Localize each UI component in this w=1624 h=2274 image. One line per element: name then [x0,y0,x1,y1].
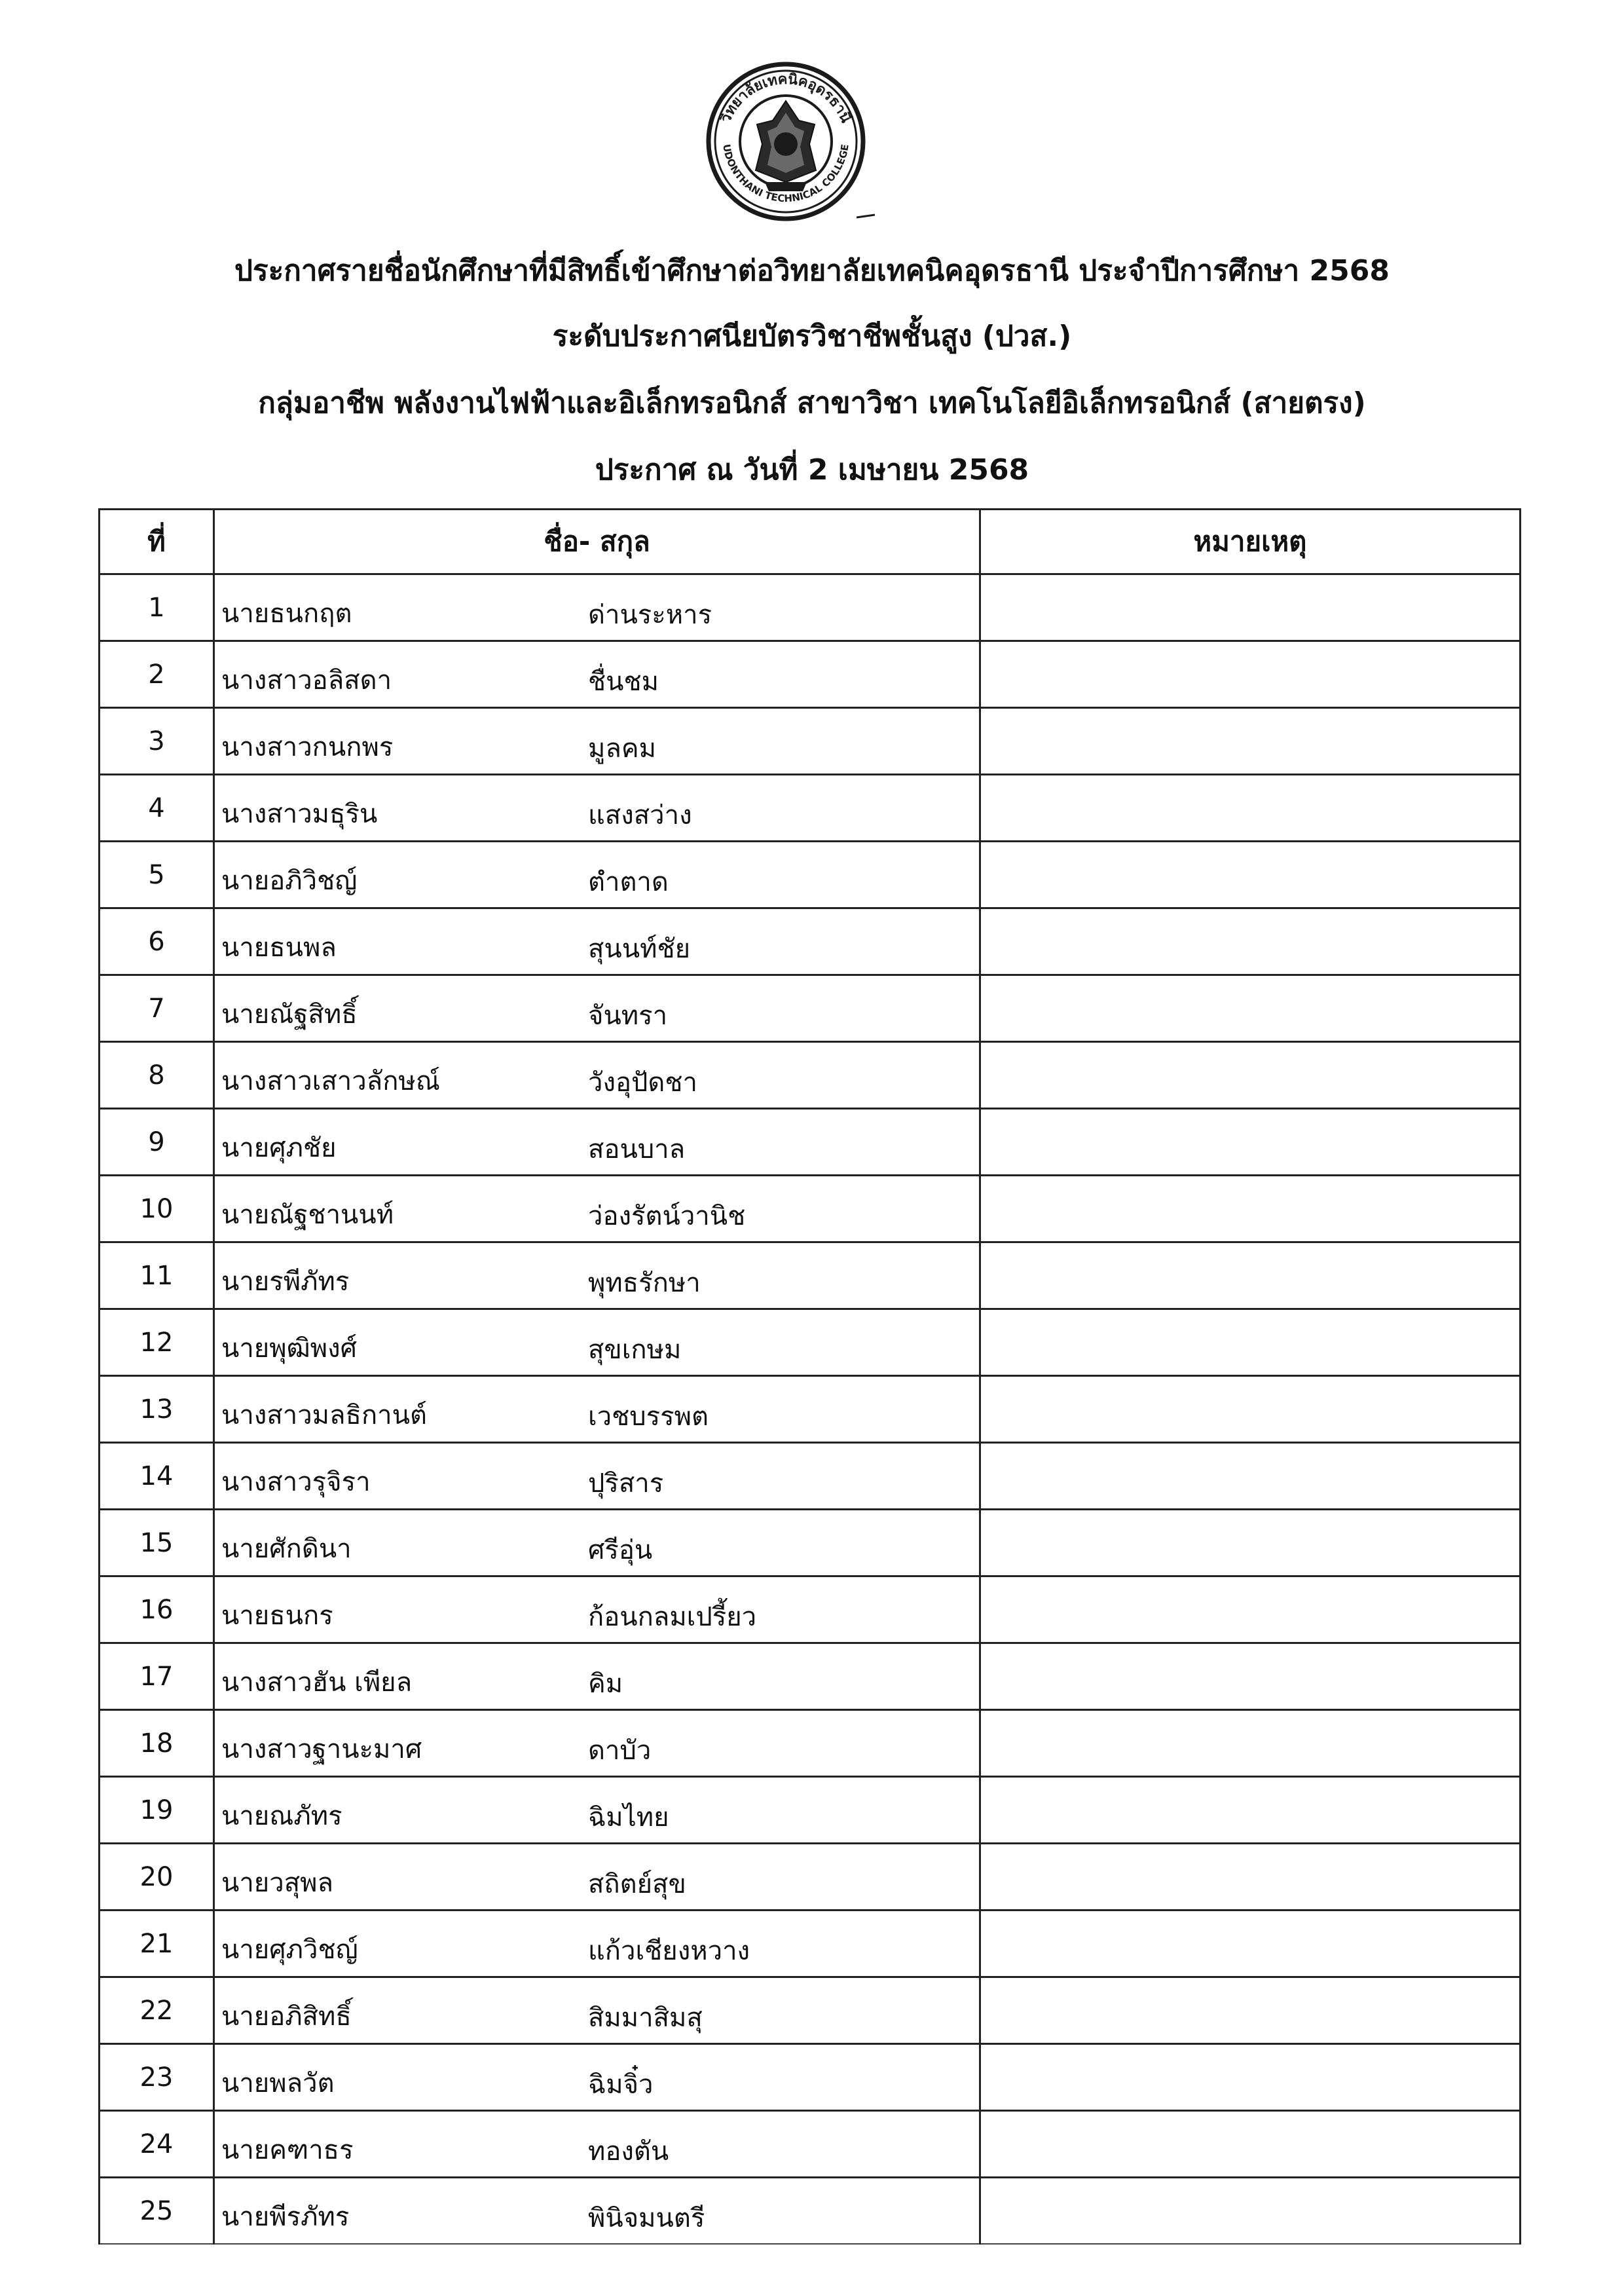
row-number: 4 [100,775,214,842]
student-name-cell [214,842,980,908]
student-name-cell [214,908,980,975]
note-cell [980,2111,1521,2178]
last-name: มูลคม [588,734,657,764]
last-name: สุนนท์ชัย [588,934,691,964]
first-name: นายณัฐชานนท์ [221,1200,394,1230]
table-row [100,775,1521,842]
row-number: 14 [100,1443,214,1510]
note-cell [980,1176,1521,1242]
table-row [100,1911,1521,1977]
row-number: 6 [100,908,214,975]
student-name-cell [214,775,980,842]
first-name: นางสาวฮัน เพียล [221,1668,413,1698]
note-cell [980,1844,1521,1911]
row-number: 12 [100,1309,214,1376]
note-cell [980,1309,1521,1376]
last-name: แสงสว่าง [588,800,692,830]
row-number: 13 [100,1376,214,1443]
table-row [100,641,1521,708]
table-row [100,1844,1521,1911]
first-name: นายธนพล [221,933,337,963]
student-name-cell [214,641,980,708]
first-name: นายพีรภัทร [221,2202,350,2232]
student-name-cell [214,2111,980,2178]
last-name: ดาบัว [588,1736,652,1766]
student-name-cell [214,975,980,1042]
table-row [100,1777,1521,1844]
row-number: 24 [100,2111,214,2178]
first-name: นายพลวัต [221,2068,335,2098]
last-name: ฉิมจิ๋ว [588,2070,654,2100]
note-cell [980,708,1521,775]
last-name: ศรีอุ่น [588,1535,653,1565]
note-cell [980,1510,1521,1576]
student-name-cell [214,1242,980,1309]
note-cell [980,775,1521,842]
note-cell [980,1042,1521,1109]
table-row [100,842,1521,908]
note-cell [980,908,1521,975]
row-number: 25 [100,2178,214,2245]
table-row [100,1977,1521,2044]
first-name: นางสาวรุจิรา [221,1467,371,1497]
row-number: 3 [100,708,214,775]
note-cell [980,1777,1521,1844]
last-name: ว่องรัตน์วานิช [588,1201,746,1231]
table-row [100,1109,1521,1176]
last-name: ก้อนกลมเปรี้ยว [588,1602,757,1632]
row-number: 19 [100,1777,214,1844]
first-name: นายธนกร [221,1601,333,1631]
student-name-cell [214,2178,980,2245]
first-name: นายธนกฤต [221,599,352,629]
row-number: 22 [100,1977,214,2044]
last-name: พุทธรักษา [588,1268,701,1298]
column-header-note: หมายเหตุ [980,510,1521,574]
seal-top-text: วิทยาลัยเทคนิคอุดรธานี [717,71,855,126]
table-row [100,1309,1521,1376]
first-name: นายศุภวิชญ์ [221,1935,358,1965]
student-name-cell [214,1176,980,1242]
table-row [100,1643,1521,1710]
note-cell [980,2178,1521,2245]
table-row [100,908,1521,975]
student-name-cell [214,1911,980,1977]
last-name: ปุริสาร [588,1468,664,1499]
student-name-cell [214,1376,980,1443]
row-number: 5 [100,842,214,908]
note-cell [980,574,1521,641]
row-number: 8 [100,1042,214,1109]
announcement-date: ประกาศ ณ วันที่ 2 เมษายน 2568 [595,453,1029,487]
table-row [100,1042,1521,1109]
table-row [100,2178,1521,2245]
note-cell [980,1977,1521,2044]
table-row [100,708,1521,775]
last-name: แก้วเชียงหวาง [588,1936,750,1966]
row-number: 10 [100,1176,214,1242]
student-name-cell [214,1844,980,1911]
column-header-name: ชื่อ- สกุล [214,510,980,574]
student-name-cell [214,1510,980,1576]
first-name: นายวสุพล [221,1868,333,1898]
table-row [100,574,1521,641]
last-name: พินิจมนตรี [588,2203,705,2233]
student-name-cell [214,1643,980,1710]
first-name: นายณภัทร [221,1801,342,1831]
last-name: สิมมาสิมสุ [588,2003,703,2033]
student-name-cell [214,2044,980,2111]
table-row [100,1376,1521,1443]
first-name: นางสาวมธุริน [221,799,378,829]
note-cell [980,975,1521,1042]
student-name-cell [214,1576,980,1643]
first-name: นางสาวมลธิกานต์ [221,1400,427,1430]
row-number: 18 [100,1710,214,1777]
student-name-cell [214,1777,980,1844]
last-name: วังอุปัดชา [588,1068,697,1098]
row-number: 7 [100,975,214,1042]
last-name: จันทรา [588,1001,668,1031]
note-cell [980,1376,1521,1443]
student-roster-table [98,508,1521,2245]
last-name: สอนบาล [588,1134,686,1165]
last-name: สถิตย์สุข [588,1869,686,1899]
last-name: ทองตัน [588,2136,669,2167]
table-row [100,975,1521,1042]
row-number: 23 [100,2044,214,2111]
last-name: ตำตาด [588,867,669,897]
first-name: นางสาวเสาวลักษณ์ [221,1066,440,1096]
table-row [100,1443,1521,1510]
student-name-cell [214,1977,980,2044]
first-name: นางสาวกนกพร [221,732,394,762]
table-row [100,1710,1521,1777]
row-number: 9 [100,1109,214,1176]
last-name: ชื่นชม [588,667,659,697]
table-row [100,1576,1521,1643]
note-cell [980,1643,1521,1710]
table-row [100,1510,1521,1576]
row-number: 21 [100,1911,214,1977]
first-name: นางสาวอลิสดา [221,665,392,696]
row-number: 11 [100,1242,214,1309]
row-number: 17 [100,1643,214,1710]
note-cell [980,1443,1521,1510]
last-name: ฉิมไทย [588,1802,669,1833]
table-row [100,2111,1521,2178]
last-name: คิม [588,1669,623,1699]
row-number: 15 [100,1510,214,1576]
note-cell [980,1242,1521,1309]
announcement-title: ประกาศรายชื่อนักศึกษาที่มีสิทธิ์เข้าศึกษาต่อวิทยาลัยเทคนิคอุดรธานี ประจำปีการศึกษา 2568 [234,254,1390,288]
first-name: นางสาวฐานะมาศ [221,1734,422,1764]
student-name-cell [214,1109,980,1176]
note-cell [980,1109,1521,1176]
first-name: นายศักดินา [221,1534,352,1564]
first-name: นายคฑาธร [221,2135,354,2165]
column-header-no: ที่ [100,510,214,574]
row-number: 16 [100,1576,214,1643]
note-cell [980,842,1521,908]
first-name: นายรพีภัทร [221,1267,350,1297]
roster-body [100,574,1521,2245]
first-name: นายอภิวิชญ์ [221,866,358,896]
first-name: นายอภิสิทธิ์ [221,2002,352,2032]
table-row [100,1242,1521,1309]
row-number: 2 [100,641,214,708]
note-cell [980,2044,1521,2111]
seal-bottom-text: UDONTHANI TECHNICAL COLLEGE [720,143,851,205]
row-number: 1 [100,574,214,641]
last-name: ด่านระหาร [588,600,712,630]
table-row [100,2044,1521,2111]
first-name: นายศุภชัย [221,1133,337,1163]
student-name-cell [214,1443,980,1510]
note-cell [980,1911,1521,1977]
last-name: สุขเกษม [588,1335,682,1365]
college-seal-icon [699,60,876,223]
student-name-cell [214,574,980,641]
program-line: กลุ่มอาชีพ พลังงานไฟฟ้าและอิเล็กทรอนิกส์ สาขาวิชา เทคโนโลยีอิเล็กทรอนิกส์ (สายตรง) [258,386,1366,420]
note-cell [980,641,1521,708]
first-name: นายณัฐสิทธิ์ [221,999,358,1030]
student-name-cell [214,1710,980,1777]
last-name: เวชบรรพต [588,1402,709,1432]
student-name-cell [214,708,980,775]
student-name-cell [214,1309,980,1376]
education-level: ระดับประกาศนียบัตรวิชาชีพชั้นสูง (ปวส.) [552,320,1072,353]
note-cell [980,1576,1521,1643]
first-name: นายพุฒิพงศ์ [221,1333,358,1364]
student-name-cell [214,1042,980,1109]
note-cell [980,1710,1521,1777]
table-row [100,1176,1521,1242]
table-header-row [100,510,1521,574]
row-number: 20 [100,1844,214,1911]
